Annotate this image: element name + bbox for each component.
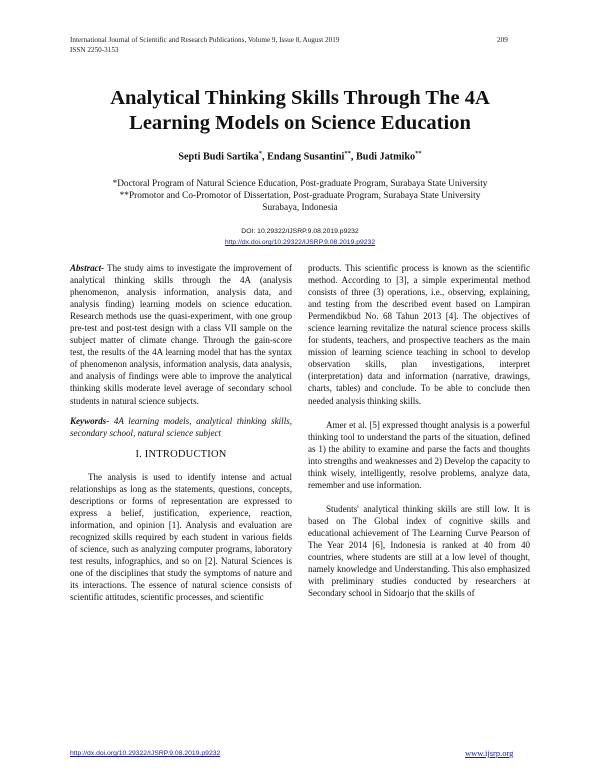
title-line-1: Analytical Thinking Skills Through The 4A (110, 87, 490, 109)
doi-text: DOI: 10.29322/IJSRP.9.08.2019.p9232 (241, 228, 359, 235)
affiliations (70, 178, 530, 215)
footer-doi-link[interactable]: http://dx.doi.org/10.29322/IJSRP.9.08.2019.p9232 (70, 750, 221, 757)
section-heading: I. INTRODUCTION (135, 448, 227, 460)
footer-site-link[interactable]: www.ijsrp.org (465, 748, 514, 758)
issn: ISSN 2250-3153 (70, 45, 119, 54)
abstract-text: The study aims to investigate the improvement of analytical thinking skills through the 4A (analysis phenomenon, analysis information, analysis data, and analysis finding) learning models on science education. Research methods use the quasi-experiment, with one group pre-test and post-test design with a class VII sample on the subject matter of climate change. Through the gain-score test, the results of the 4A learning model that has the syntax of phenomenon analysis, information analysis, data analysis, and analysis of findings were able to improve the analytical thinking skills moderate level average of secondary school students in natural science subjects. (70, 263, 292, 406)
affiliation-3: Surabaya, Indonesia (262, 203, 338, 214)
abstract-label: Abstract- (70, 263, 105, 273)
author-2-mark: ** (344, 150, 351, 157)
doi-link[interactable]: http://dx.doi.org/10.29322/IJSRP.9.08.2019.p9232 (224, 239, 376, 246)
doi-block (70, 226, 530, 248)
author-sep-1: , (261, 151, 268, 163)
keywords (70, 415, 292, 439)
author-2: Endang Susantini (267, 151, 345, 163)
title-line-2: Learning Models on Science Education (129, 112, 471, 134)
author-1: Septi Budi Sartika (178, 151, 259, 163)
abstract (70, 262, 292, 407)
running-header (70, 36, 339, 55)
right-paragraph-2: Amer et al. [5] expressed thought analysis is a powerful thinking tool to understand the parts of the situation, defined as 1) the ability to examine and parse the facts and thoughts into strengths and weaknesses and 2) Develop the capacity to think wisely, intelligently, resolve problems, analyze data, remember and use information. (308, 419, 530, 490)
author-3-mark: ** (415, 150, 422, 157)
author-sep-2: , (350, 151, 356, 163)
left-column (70, 262, 292, 603)
intro-paragraph-1: The analysis is used to identify intense and actual relationships as long as the statements, questions, concepts, descriptions or forms of representation are expressed to express a belief, justification, experience, reaction, information, and opinion [1]. Analysis and evaluation are recognized skills required by each student in various fields of science, such as analyzing computer programs, laboratory test results, infographics, and so on [2]. Natural Sciences is one of the disciplines that study the symptoms of nature and its interactions. The essence of natural science consists of scientific attitudes, scientific processes, and scientific (70, 471, 292, 603)
keywords-text: 4A learning models, analytical thinking skills, secondary school, natural science subject (70, 415, 292, 438)
keywords-label: Keywords- (70, 415, 110, 426)
journal-line: International Journal of Scientific and Research Publications, Volume 9, Issue 8, August 2019 (70, 36, 340, 44)
affiliation-2: **Promotor and Co-Promotor of Dissertation, Post-graduate Program, Surabaya State University (119, 191, 481, 202)
author-3: Budi Jatmiko (355, 151, 416, 163)
author-1-mark: * (258, 150, 262, 157)
right-paragraph-cont: products. This scientific process is known as the scientific method. According to [3], a simple experimental method consists of three (3) operations, i.e., observing, explaining, and testing from the described event based on Lampiran Permendikbud No. 68 Tahun 2013 [4]. The objectives of science learning revitalize the natural science process skills for students, teachers, and prospective teachers as the main mission of learning science teaching in school to develop observation skills, plan investigations, interpret (interpretation) data and information (narrative, drawings, charts, tables) and conclude. To be able to conclude then needed analysis thinking skills. (308, 263, 530, 406)
page-number: 209 (497, 36, 508, 44)
paper-title (70, 86, 530, 136)
right-column (308, 262, 530, 599)
author-list (70, 150, 530, 162)
affiliation-1: *Doctoral Program of Natural Science Education, Post-graduate Program, Surabaya State University (112, 179, 488, 189)
right-paragraph-3: Students' analytical thinking skills are still low. It is based on The Global index of cognitive skills and educational achievement of The Learning Curve Pearson of The Year 2014 [6], Indonesia is ranked at 40 from 40 countries, where students are still at a low level of thought, namely knowledge and Understanding. This also emphasized with preliminary studies conducted by researchers at Secondary school in Sidoarjo that the skills of (308, 503, 530, 599)
